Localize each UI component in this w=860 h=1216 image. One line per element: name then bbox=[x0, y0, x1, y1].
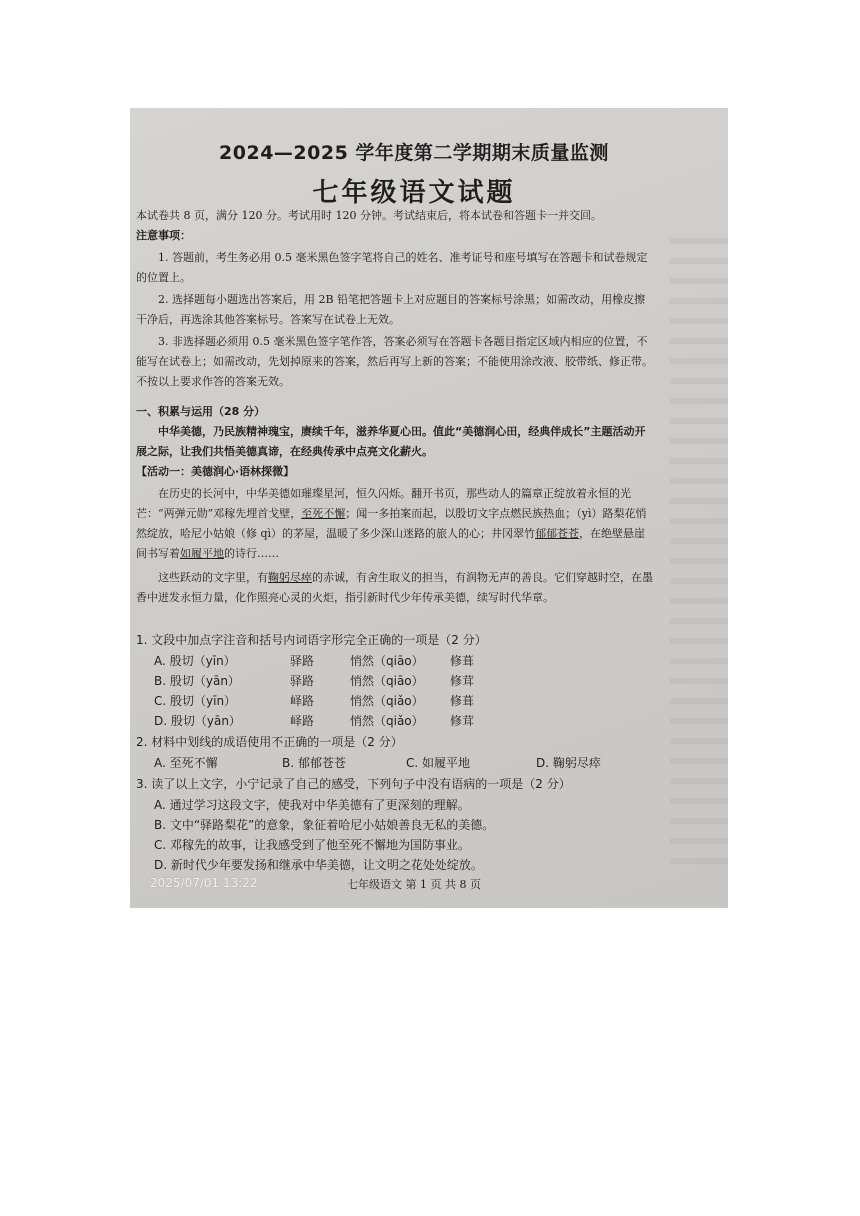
option-cell: 悄然（qiǎo） bbox=[350, 694, 424, 708]
question-3-option-d: D. 新时代少年要发扬和继承中华美德，让文明之花处处绽放。 bbox=[154, 858, 483, 872]
passage-paragraph-2 bbox=[136, 568, 656, 608]
photo-timestamp: 2025/07/01 13:22 bbox=[150, 876, 258, 890]
underlined-idiom-2: 郁郁苍苍 bbox=[535, 527, 580, 540]
option-cell: 悄然（qiāo） bbox=[350, 674, 424, 688]
exam-photo bbox=[130, 108, 728, 908]
question-2-stem: 2. 材料中划线的成语使用不正确的一项是（2 分） bbox=[136, 735, 403, 749]
question-3-option-c: C. 邓稼先的故事，让我感受到了他至死不懈地为国防事业。 bbox=[154, 838, 471, 852]
option-cell: 修茸 bbox=[450, 714, 475, 728]
option-cell: B. 殷切（yān） bbox=[154, 674, 240, 688]
question-2-option-c: C. 如履平地 bbox=[406, 756, 471, 770]
option-cell: 修茸 bbox=[450, 674, 475, 688]
exam-subtitle: 七年级语文试题 bbox=[312, 178, 516, 208]
option-cell: 驿路 bbox=[290, 654, 315, 668]
question-1-option-a bbox=[154, 651, 654, 671]
underlined-idiom-3: 如履平地 bbox=[180, 547, 224, 560]
question-2-option-d: D. 鞠躬尽瘁 bbox=[536, 756, 601, 770]
question-3-option-b: B. 文中“驿路梨花”的意象，象征着哈尼小姑娘善良无私的美德。 bbox=[154, 818, 495, 832]
activity-heading: 【活动一：美德润心·语林探微】 bbox=[136, 465, 295, 478]
passage-text: ；闻一多拍案而起，以殷切文字点燃民族热血；（yì）路梨花悄然绽放，哈尼小姑娘（修 qì）的茅屋，温暖了多少深山迷路的旅人的心；井冈翠竹 bbox=[136, 507, 647, 540]
option-cell: C. 殷切（yīn） bbox=[154, 694, 237, 708]
question-2-options bbox=[154, 753, 674, 773]
question-1-option-b bbox=[154, 671, 654, 691]
notice-2: 2. 选择题每小题选出答案后，用 2B 铅笔把答题卡上对应题目的答案标号涂黑；如需改动，用橡皮擦干净后，再选涂其他答案标号。答案写在试卷上无效。 bbox=[136, 293, 646, 326]
section-lead: 中华美德，乃民族精神瑰宝，赓续千年，滋养华夏心田。值此“美德润心田，经典伴成长”主题活动开展之际，让我们共悟美德真谛，在经典传承中点亮文化薪火。 bbox=[136, 425, 646, 458]
option-cell: 峄路 bbox=[290, 714, 315, 728]
passage-text: ，在绝壁悬崖间书写着 bbox=[136, 527, 646, 560]
passage-text: 这些跃动的文字里，有 bbox=[158, 571, 268, 584]
option-cell: 修葺 bbox=[450, 694, 475, 708]
option-cell: 驿路 bbox=[290, 674, 315, 688]
page-footer: 七年级语文 第 1 页 共 8 页 bbox=[347, 878, 481, 891]
notice-3: 3. 非选择题必须用 0.5 毫米黑色签字笔作答，答案必须写在答题卡各题目指定区域内相应的位置，不能写在试卷上；如需改动，先划掉原来的答案，然后再写上新的答案；不能使用涂改液、胶带纸、修正带。不按以上要求作答的答案无效。 bbox=[136, 335, 653, 388]
passage-paragraph-1 bbox=[136, 484, 656, 564]
option-cell: 峄路 bbox=[290, 694, 315, 708]
passage-text: 的赤诚，有舍生取义的担当，有润物无声的善良。它们穿越时空，在墨香中迸发永恒力量，化作照亮心灵的火炬，指引新时代少年传承美德，续写时代华章。 bbox=[136, 571, 653, 604]
passage-text: 在历史的长河中，中华美德如璀璨星河，恒久闪烁。翻开书页，那些动人的篇章正绽放着永恒的光芒：“两弹元勋”邓稼先埋首戈壁， bbox=[136, 487, 631, 520]
option-cell: D. 殷切（yān） bbox=[154, 714, 241, 728]
option-cell: A. 殷切（yīn） bbox=[154, 654, 236, 668]
section-heading: 一、积累与运用（28 分） bbox=[136, 405, 266, 418]
passage-text: 的诗行…… bbox=[224, 547, 279, 560]
underlined-idiom-1: 至死不懈 bbox=[301, 507, 346, 520]
option-cell: 悄然（qiǎo） bbox=[350, 714, 424, 728]
underlined-idiom-4: 鞠躬尽瘁 bbox=[268, 571, 312, 584]
intro-text: 本试卷共 8 页，满分 120 分。考试用时 120 分钟。考试结束后，将本试卷和答题卡一并交回。 bbox=[136, 209, 602, 222]
option-cell: 悄然（qiāo） bbox=[350, 654, 424, 668]
question-2-option-b: B. 郁郁苍苍 bbox=[282, 756, 346, 770]
question-2-option-a: A. 至死不懈 bbox=[154, 756, 218, 770]
question-1-option-c bbox=[154, 691, 654, 711]
option-cell: 修葺 bbox=[450, 654, 475, 668]
notice-heading: 注意事项： bbox=[136, 229, 191, 242]
question-1-stem: 1. 文段中加点字注音和括号内词语字形完全正确的一项是（2 分） bbox=[136, 633, 487, 647]
question-3-stem: 3. 读了以上文字，小宁记录了自己的感受，下列句子中没有语病的一项是（2 分） bbox=[136, 777, 571, 791]
question-3-option-a: A. 通过学习这段文字，使我对中华美德有了更深刻的理解。 bbox=[154, 798, 470, 812]
exam-title: 2024—2025 学年度第二学期期末质量监测 bbox=[219, 142, 609, 164]
question-1-option-d bbox=[154, 711, 654, 731]
notice-1: 1. 答题前，考生务必用 0.5 毫米黑色签字笔将自己的姓名、准考证号和座号填写在答题卡和试卷规定的位置上。 bbox=[136, 251, 648, 284]
